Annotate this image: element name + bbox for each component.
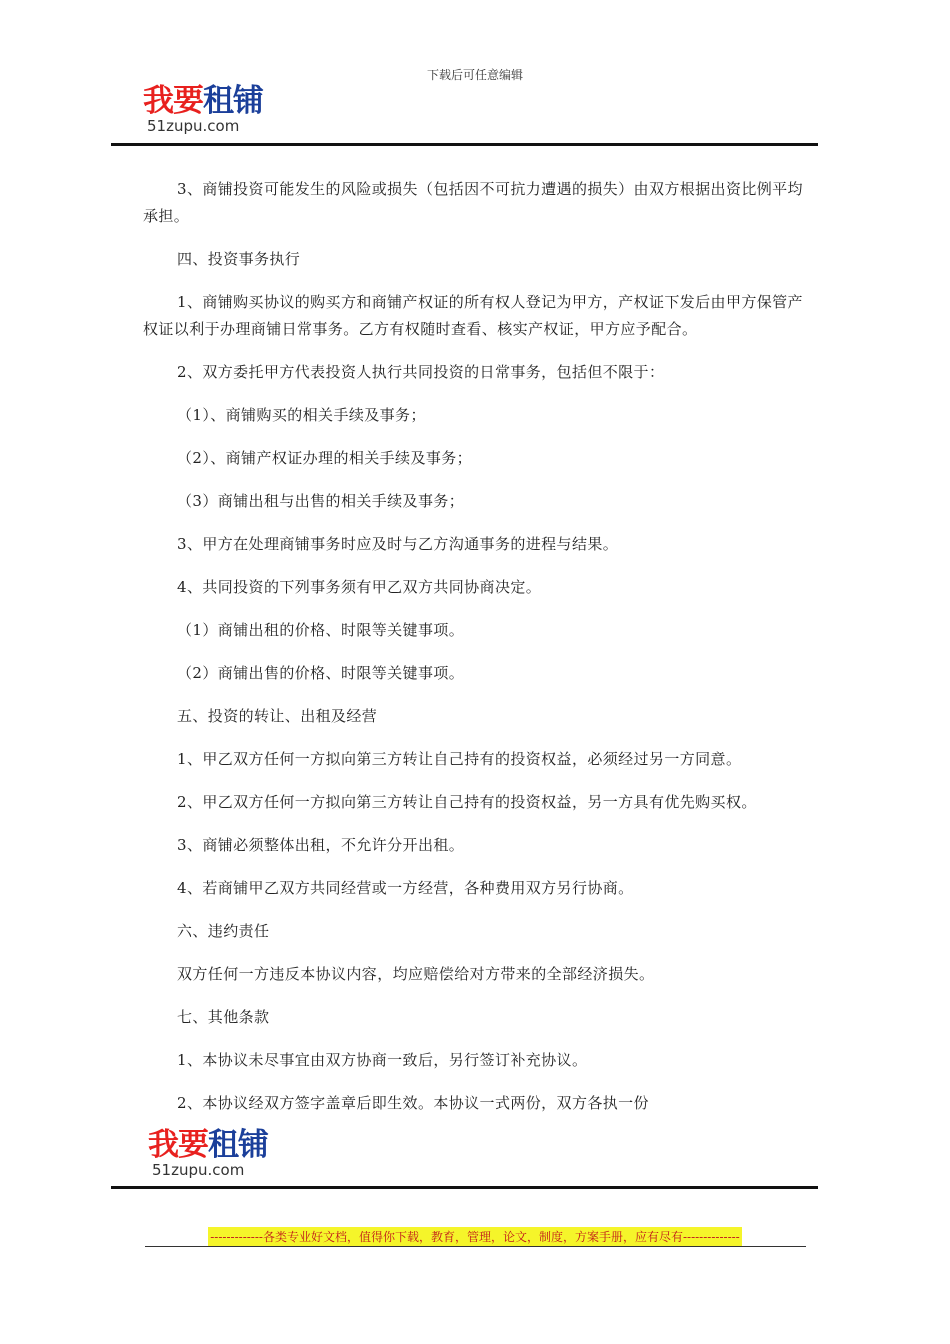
paragraph: 3、甲方在处理商铺事务时应及时与乙方沟通事务的进程与结果。 [177, 535, 619, 553]
list-item: （1）商铺出租的价格、时限等关键事项。 [177, 621, 465, 639]
list-item: （2）商铺出售的价格、时限等关键事项。 [177, 664, 465, 682]
logo-char-4: 铺 [233, 83, 263, 119]
logo-char-1: 我 [148, 1127, 178, 1163]
logo-char-3: 租 [208, 1127, 238, 1163]
paragraph: 2、本协议经双方签字盖章后即生效。本协议一式两份，双方各执一份 [177, 1094, 649, 1112]
section-heading: 四、投资事务执行 [177, 250, 301, 268]
logo-domain: 51zupu.com [147, 117, 240, 135]
list-item: （1）、商铺购买的相关手续及事务； [177, 406, 426, 424]
logo-chinese-text [148, 1128, 268, 1162]
paragraph: 4、若商铺甲乙双方共同经营或一方经营，各种费用双方另行协商。 [177, 879, 634, 897]
logo-char-4: 铺 [238, 1127, 268, 1163]
list-item: （3）商铺出租与出售的相关手续及事务； [177, 492, 465, 510]
logo-domain: 51zupu.com [152, 1161, 245, 1179]
section-heading: 六、违约责任 [177, 922, 270, 940]
paragraph: 1、甲乙双方任何一方拟向第三方转让自己持有的投资权益，必须经过另一方同意。 [177, 750, 742, 768]
paragraph: 4、共同投资的下列事务须有甲乙双方共同协商决定。 [177, 578, 542, 596]
logo-char-3: 租 [203, 83, 233, 119]
header-rule [111, 143, 818, 146]
footer-underline [145, 1246, 806, 1247]
document-body [143, 176, 807, 1133]
section-heading: 五、投资的转让、出租及经营 [177, 707, 378, 725]
paragraph: 2、双方委托甲方代表投资人执行共同投资的日常事务，包括但不限于： [177, 363, 665, 381]
header-note: 下载后可任意编辑 [426, 68, 523, 82]
logo-char-2: 要 [173, 83, 203, 119]
footer-rule [111, 1186, 818, 1189]
paragraph: 3、商铺投资可能发生的风险或损失（包括因不可抗力遭遇的损失）由双方根据出资比例平均承担。 [143, 180, 803, 225]
paragraph: 双方任何一方违反本协议内容，均应赔偿给对方带来的全部经济损失。 [177, 965, 655, 983]
logo-char-1: 我 [143, 83, 173, 119]
list-item: （2）、商铺产权证办理的相关手续及事务； [177, 449, 473, 467]
site-logo-bottom [148, 1128, 298, 1182]
site-logo-top [143, 84, 293, 138]
footer [0, 1226, 950, 1246]
section-heading: 七、其他条款 [177, 1008, 270, 1026]
logo-char-2: 要 [178, 1127, 208, 1163]
footer-banner: -------------各类专业好文档，值得你下载，教育，管理，论文，制度，方案手册，应有尽有-------------- [208, 1227, 741, 1246]
paragraph: 1、本协议未尽事宜由双方协商一致后，另行签订补充协议。 [177, 1051, 588, 1069]
paragraph: 2、甲乙双方任何一方拟向第三方转让自己持有的投资权益，另一方具有优先购买权。 [177, 793, 757, 811]
paragraph: 1、商铺购买协议的购买方和商铺产权证的所有权人登记为甲方，产权证下发后由甲方保管产权证以利于办理商铺日常事务。乙方有权随时查看、核实产权证，甲方应予配合。 [143, 293, 803, 338]
logo-chinese-text [143, 84, 263, 118]
paragraph: 3、商铺必须整体出租，不允许分开出租。 [177, 836, 465, 854]
